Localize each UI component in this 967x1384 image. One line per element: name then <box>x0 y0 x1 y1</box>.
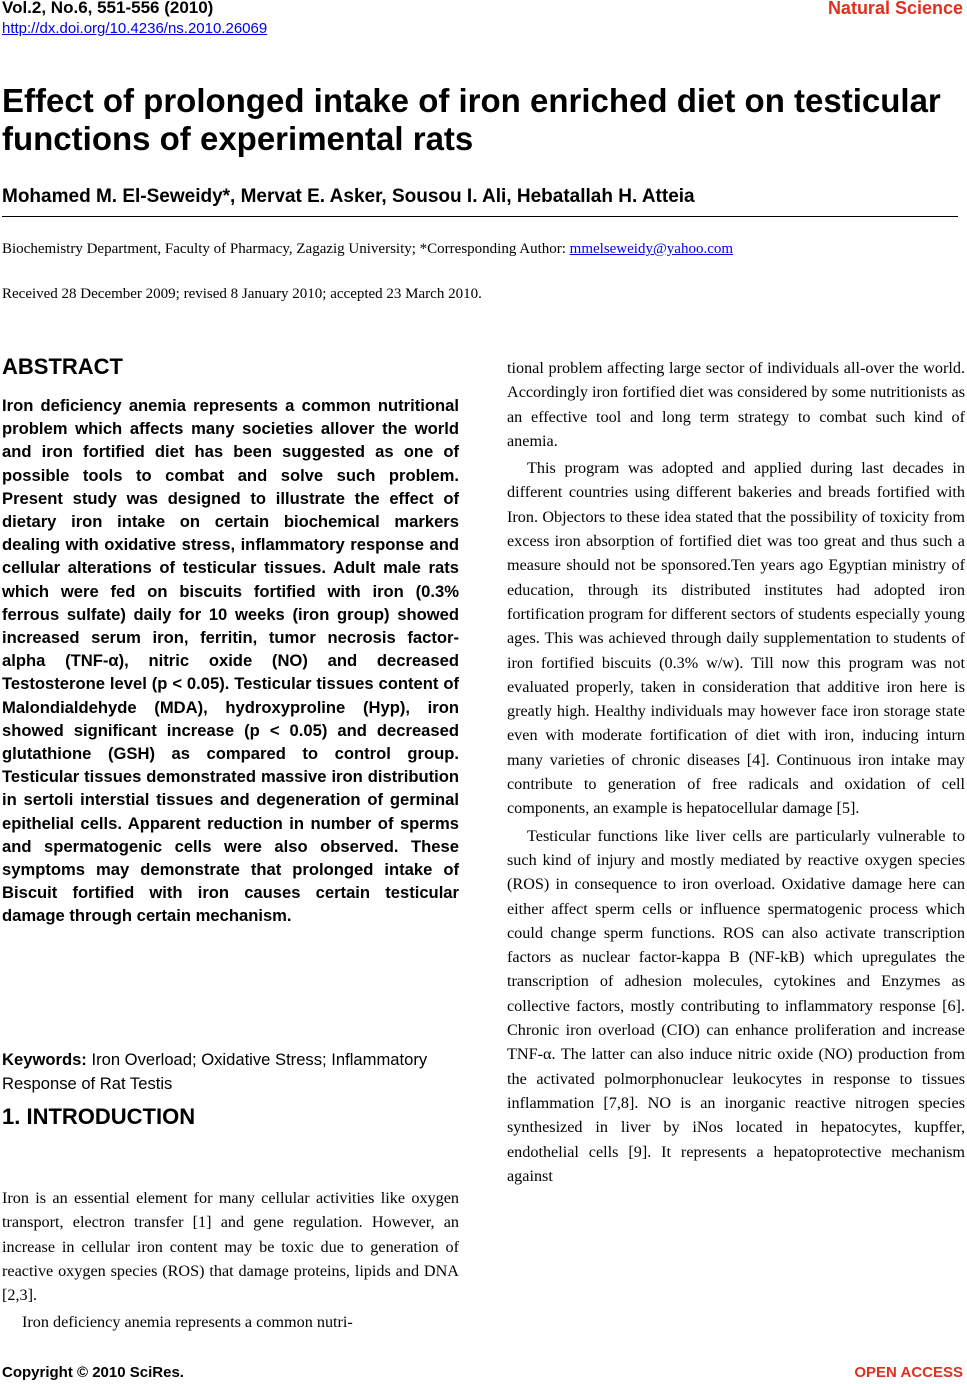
intro-paragraph-3: This program was adopted and applied during last decades in different countries using different bakeries and breads fortified with Iron. Objectors to these idea stated that the possibility of toxicity from excess iron absorption of fortified diet was too great and thus such a measure should not be sponsored.Ten years ago Egyptian ministry of education, through its distributed institutes had adopted iron fortification program for different sectors of students especially young ages. This was achieved through daily supplementation to students of iron fortified biscuits (0.3% w/w). Till now this program was not evaluated properly, taken in consideration that additive iron here is greatly high. Healthy individuals may however face iron storage state even with moderate fortification of diet with iron, inducing inturn many varieties of chronic diseases [4]. Continuous iron intake may contribute to generation of free radicals and oxidation of cell components, an example is hepatocellular damage [5]. <box>507 459 965 818</box>
keywords-label: Keywords: <box>2 1050 87 1069</box>
intro-left-column <box>2 1186 459 1335</box>
open-access-label: OPEN ACCESS <box>854 1364 963 1381</box>
keywords-text: Iron Overload; Oxidative Stress; Inflammatory Response of Rat Testis <box>2 1050 428 1093</box>
right-column <box>507 356 965 1188</box>
journal-name: Natural Science <box>827 0 963 18</box>
received-dates: Received 28 December 2009; revised 8 January 2010; accepted 23 March 2010. <box>2 286 482 302</box>
intro-paragraph-2-end: tional problem affecting large sector of individuals all-over the world. Accordingly iron fortified diet was considered by some nutritionists as an effective tool and long term strategy to combat such kind of anemia. <box>507 359 965 450</box>
introduction-heading: 1. INTRODUCTION <box>2 1104 196 1129</box>
intro-paragraph-1: Iron is an essential element for many cellular activities like oxygen transport, electron transfer [1] and gene regulation. However, an increase in cellular iron content may be toxic due to generation of reactive oxygen species (ROS) that damage proteins, lipids and DNA [2,3]. <box>2 1189 459 1305</box>
author-email-link[interactable]: mmelseweidy@yahoo.com <box>569 241 734 257</box>
abstract-heading: ABSTRACT <box>2 354 123 379</box>
affiliation <box>2 241 733 258</box>
title-rule <box>2 216 958 217</box>
keywords <box>2 1048 459 1095</box>
intro-paragraph-4: Testicular functions like liver cells are particularly vulnerable to such kind of injury and mostly mediated by reactive oxygen species (ROS) in consequence to iron overload. Oxidative damage here can either affect sperm cells or influence spermatogenic process which could change sperm functions. ROS can also activate transcription factors as nuclear factor-kappa B (NF-kB) which upregulates the transcription of adhesion molecules, cytokines and Enzymes as collective factors, mostly contributing to inflammatory response [6]. Chronic iron overload (CIO) can enhance proliferation and increase TNF-α. The latter can also induce nitric oxide (NO) production from the activated polmorphonuclear leukocytes in response to tissues inflammation [7,8]. NO is an inorganic reactive nitrogen species synthesized in liver by iNos located in hepatocytes, kupffer, endothelial cells [9]. It represents a hepatoprotective mechanism against <box>507 826 965 1185</box>
paper-title: Effect of prolonged intake of iron enriched diet on testicular functions of experimental rats <box>2 82 941 157</box>
abstract-text: Iron deficiency anemia represents a common nutritional problem which affects many societies allover the world and iron fortified diet has been suggested as one of possible tools to combat and solve such problem. Present study was designed to illustrate the effect of dietary iron intake on certain biochemical markers dealing with oxidative stress, inflammatory response and cellular alterations of testicular tissues. Adult male rats which were fed on biscuits fortified with iron (0.3% ferrous sulfate) daily for 10 weeks (iron group) showed increased serum iron, ferritin, tumor necrosis factor-alpha (TNF-α), nitric oxide (NO) and decreased Testosterone level (p < 0.05). Testicular tissues content of Malondialdehyde (MDA), hydroxyproline (Hyp), iron showed significant increase (p < 0.05) and decreased glutathione (GSH) as compared to control group. Testicular tissues demonstrated massive iron distribution in sertoli interstial tissues and degeneration of germinal epithelial cells. Apparent reduction in number of sperms and spermatogenic cells were also observed. These symptoms may demonstrate that prolonged intake of Biscuit fortified with iron causes certain testicular damage through certain mechanism. <box>2 396 459 926</box>
authors: Mohamed M. El-Seweidy*, Mervat E. Asker, Sousou I. Ali, Hebatallah H. Atteia <box>2 186 695 207</box>
intro-paragraph-2-start: Iron deficiency anemia represents a common nutri- <box>22 1313 353 1332</box>
doi-link[interactable]: http://dx.doi.org/10.4236/ns.2010.26069 <box>2 20 268 37</box>
affiliation-text: Biochemistry Department, Faculty of Pharmacy, Zagazig University; *Corresponding Author: <box>2 241 570 257</box>
volume-info: Vol.2, No.6, 551-556 (2010) <box>2 0 214 17</box>
copyright: Copyright © 2010 SciRes. <box>2 1364 184 1381</box>
